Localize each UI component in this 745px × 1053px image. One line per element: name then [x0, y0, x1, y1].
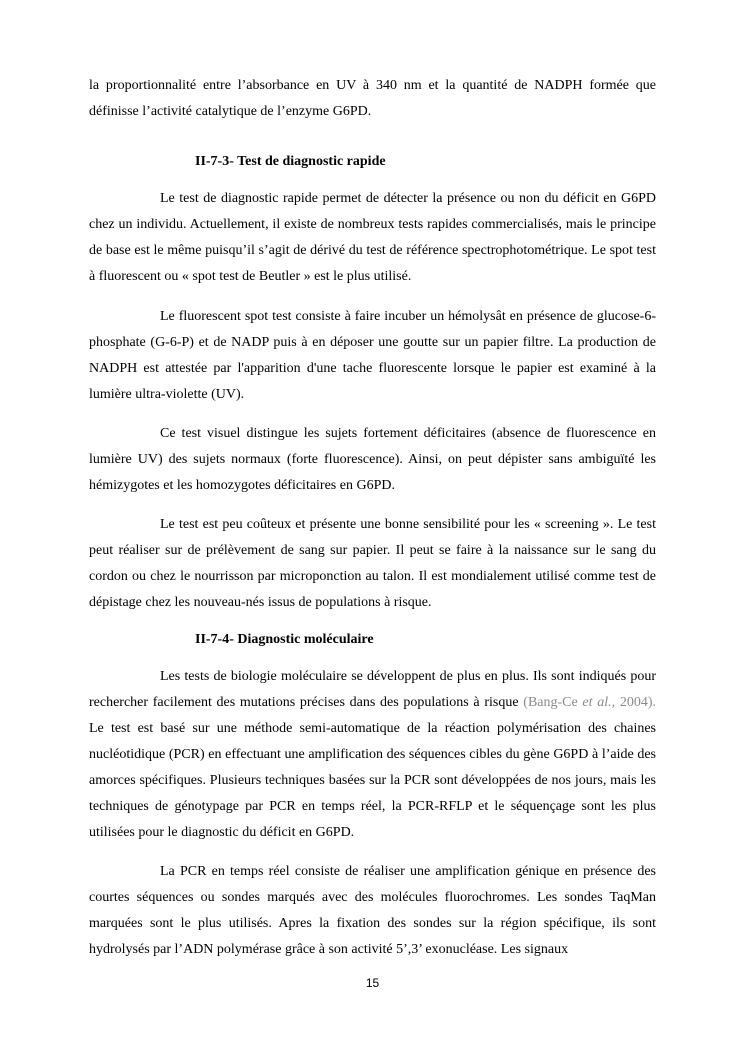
paragraph-rapid-test: Le test de diagnostic rapide permet de détecter la présence ou non du déficit en G6PD chez un individu. Actuellement, il existe de nombreux tests rapides commercialisés, mais le principe de base est le même puisqu’il s’agit de dérivé du test de référence spectrophotométrique. Le spot test à fluorescent ou « spot test de Beutler » est le plus utilisé. — [89, 191, 656, 284]
paragraph-molecular-part-a: Les tests de biologie moléculaire se développent de plus en plus. Ils sont indiqués pour rechercher facilement des mutations précises dans des populations à risque — [89, 669, 656, 710]
page-number: 15 — [365, 976, 380, 990]
paragraph-molecular-part-b: Le test est basé sur une méthode semi-automatique de la réaction polymérisation des chaines nucléotidique (PCR) en effectuant une amplification des séquences cibles du gène G6PD à l’aide des amorces spécifiques. Plusieurs techniques basées sur la PCR sont développées de nos jours, mais les techniques de génotypage par PCR en temps réel, la PCR-RFLP et le séquençage sont les plus utilisées pour le diagnostic du déficit en G6PD. — [89, 721, 656, 840]
citation-year: 2004). — [615, 695, 656, 710]
paragraph-fluorescent-spot: Le fluorescent spot test consiste à faire incuber un hémolysât en présence de glucose-6-phosphate (G-6-P) et de NADP puis à en déposer une goutte sur un papier filtre. La production de NADPH est attestée par l'apparition d'une tache fluorescente lorsque le papier est examiné à la lumière ultra-violette (UV). — [89, 309, 656, 402]
citation — [523, 695, 656, 710]
paragraph-intro: la proportionnalité entre l’absorbance en UV à 340 nm et la quantité de NADPH formée que définisse l’activité catalytique de l’enzyme G6PD. — [89, 78, 656, 119]
citation-author: (Bang-Ce — [523, 695, 583, 710]
paragraph-visual-test: Ce test visuel distingue les sujets fortement déficitaires (absence de fluorescence en lumière UV) des sujets normaux (forte fluorescence). Ainsi, on peut dépister sans ambiguïté les hémizygotes et les homozygotes déficitaires en G6PD. — [89, 426, 656, 493]
paragraph-realtime-pcr: La PCR en temps réel consiste de réaliser une amplification génique en présence des courtes séquences ou sondes marqués avec des molécules fluorochromes. Les sondes TaqMan marquées sont le plus utilisés. Apres la fixation des sondes sur la région spécifique, ils sont hydrolysés par l’ADN polymérase grâce à son activité 5’,3’ exonucléase. Les signaux — [89, 864, 656, 957]
paragraph-molecular — [89, 664, 656, 846]
section-heading-rapid-test: II-7-3- Test de diagnostic rapide — [195, 154, 386, 169]
section-heading-molecular: II-7-4- Diagnostic moléculaire — [195, 632, 374, 647]
citation-et-al: et al., — [582, 695, 616, 710]
paragraph-cost-sensitivity: Le test est peu coûteux et présente une bonne sensibilité pour les « screening ». Le test peut réaliser sur de prélèvement de sang sur papier. Il peut se faire à la naissance sur le sang du cordon ou chez le nourrisson par microponction au talon. Il est mondialement utilisé comme test de dépistage chez les nouveau-nés issus de populations à risque. — [89, 517, 656, 610]
